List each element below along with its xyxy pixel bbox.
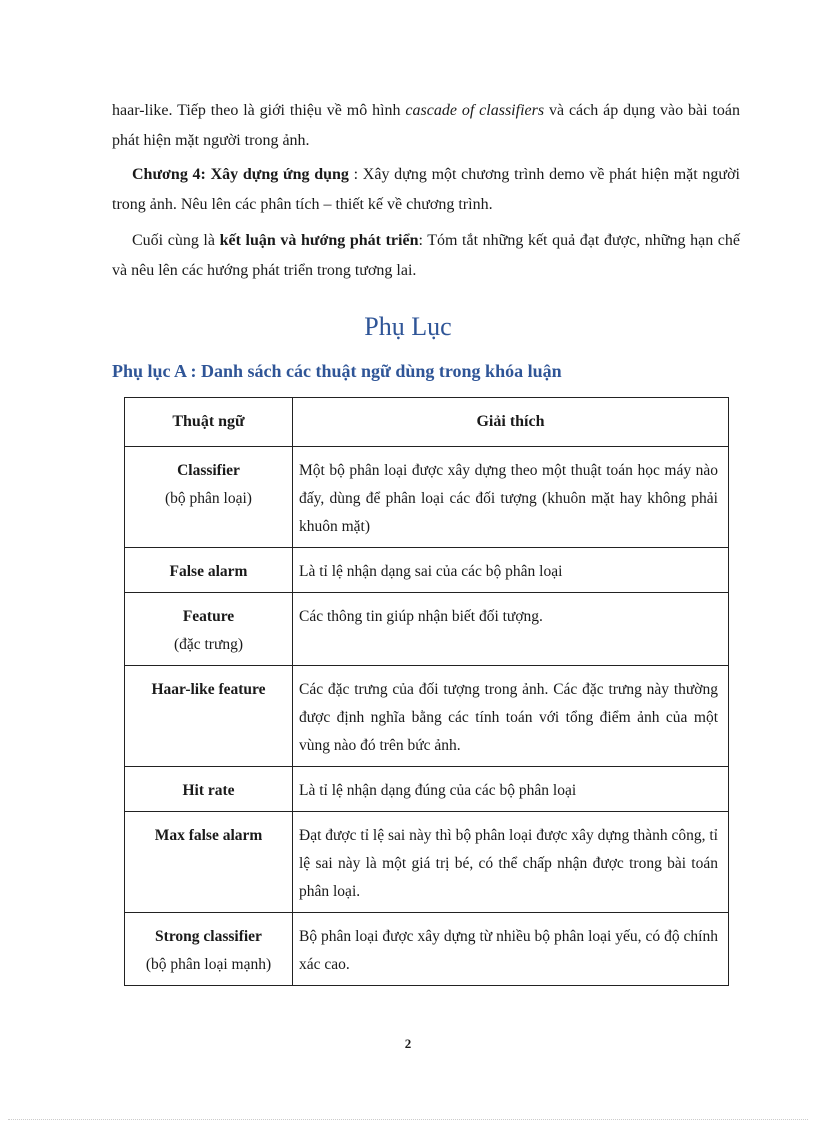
description-cell: Các đặc trưng của đối tượng trong ảnh. Các đặc trưng này thường được định nghĩa bằng các tính toán với tổng điểm ảnh của một vùng nào đó trên bức ảnh. <box>293 666 729 767</box>
term-translation: (bộ phân loại) <box>165 490 252 507</box>
term-cell <box>125 666 293 767</box>
term-name: Haar-like feature <box>151 681 266 698</box>
text-run: : Tóm tắt những kết quả đạt được, những hạn chế và nêu lên các hướng phát triển trong tương lai. <box>112 232 740 279</box>
table-row <box>125 812 729 913</box>
intro-paragraph-3 <box>112 226 740 286</box>
page-edge-divider <box>8 1119 808 1120</box>
term-name: Classifier <box>177 462 240 479</box>
italic-term: cascade of classifiers <box>405 102 545 119</box>
intro-paragraph-1 <box>112 96 740 156</box>
term-cell <box>125 767 293 812</box>
table-row <box>125 548 729 593</box>
glossary-table <box>124 397 729 986</box>
term-cell <box>125 913 293 986</box>
description-cell: Bộ phân loại được xây dựng từ nhiều bộ phân loại yếu, có độ chính xác cao. <box>293 913 729 986</box>
term-name: Feature <box>182 608 235 625</box>
term-name: Max false alarm <box>154 827 263 844</box>
description-cell: Là tỉ lệ nhận dạng đúng của các bộ phân loại <box>293 767 729 812</box>
chapter-4-label: Chương 4: Xây dựng ứng dụng <box>132 166 349 183</box>
term-cell <box>125 812 293 913</box>
term-name: Strong classifier <box>155 928 262 945</box>
term-name: Hit rate <box>182 782 235 799</box>
text-run: Cuối cùng là <box>132 232 220 249</box>
table-row <box>125 913 729 986</box>
table-row <box>125 666 729 767</box>
text-run: haar-like. Tiếp theo là giới thiệu về mô hình <box>112 102 406 119</box>
column-header-description: Giải thích <box>293 398 729 447</box>
intro-paragraph-2 <box>112 160 740 220</box>
term-name: False alarm <box>169 563 248 580</box>
description-cell: Một bộ phân loại được xây dựng theo một thuật toán học máy nào đấy, dùng để phân loại các đối tượng (khuôn mặt hay không phải khuôn mặt) <box>293 447 729 548</box>
table-header-row <box>125 398 729 447</box>
text-run: và cách áp dụng vào bài toán phát hiện mặt người trong ảnh. <box>112 102 740 149</box>
description-cell: Là tỉ lệ nhận dạng sai của các bộ phân loại <box>293 548 729 593</box>
description-cell: Các thông tin giúp nhận biết đối tượng. <box>293 593 729 666</box>
column-header-term: Thuật ngữ <box>125 398 293 447</box>
table-row <box>125 593 729 666</box>
table-row <box>125 447 729 548</box>
appendix-heading: Phụ Lục <box>364 312 452 341</box>
conclusion-label: kết luận và hướng phát triển <box>219 232 419 249</box>
term-cell <box>125 593 293 666</box>
page-number: 2 <box>404 1036 412 1051</box>
term-cell <box>125 447 293 548</box>
term-translation: (đặc trưng) <box>173 636 244 653</box>
description-cell: Đạt được tỉ lệ sai này thì bộ phân loại được xây dựng thành công, tỉ lệ sai này là một giá trị bé, có thể chấp nhận được trong bài toán phân loại. <box>293 812 729 913</box>
table-row <box>125 767 729 812</box>
text-run: : Xây dựng một chương trình demo về phát hiện mặt người trong ảnh. Nêu lên các phân tích – thiết kế về chương trình. <box>112 166 740 213</box>
appendix-a-title: Phụ lục A : Danh sách các thuật ngữ dùng trong khóa luận <box>112 361 562 381</box>
term-cell <box>125 548 293 593</box>
term-translation: (bộ phân loại mạnh) <box>145 956 272 973</box>
